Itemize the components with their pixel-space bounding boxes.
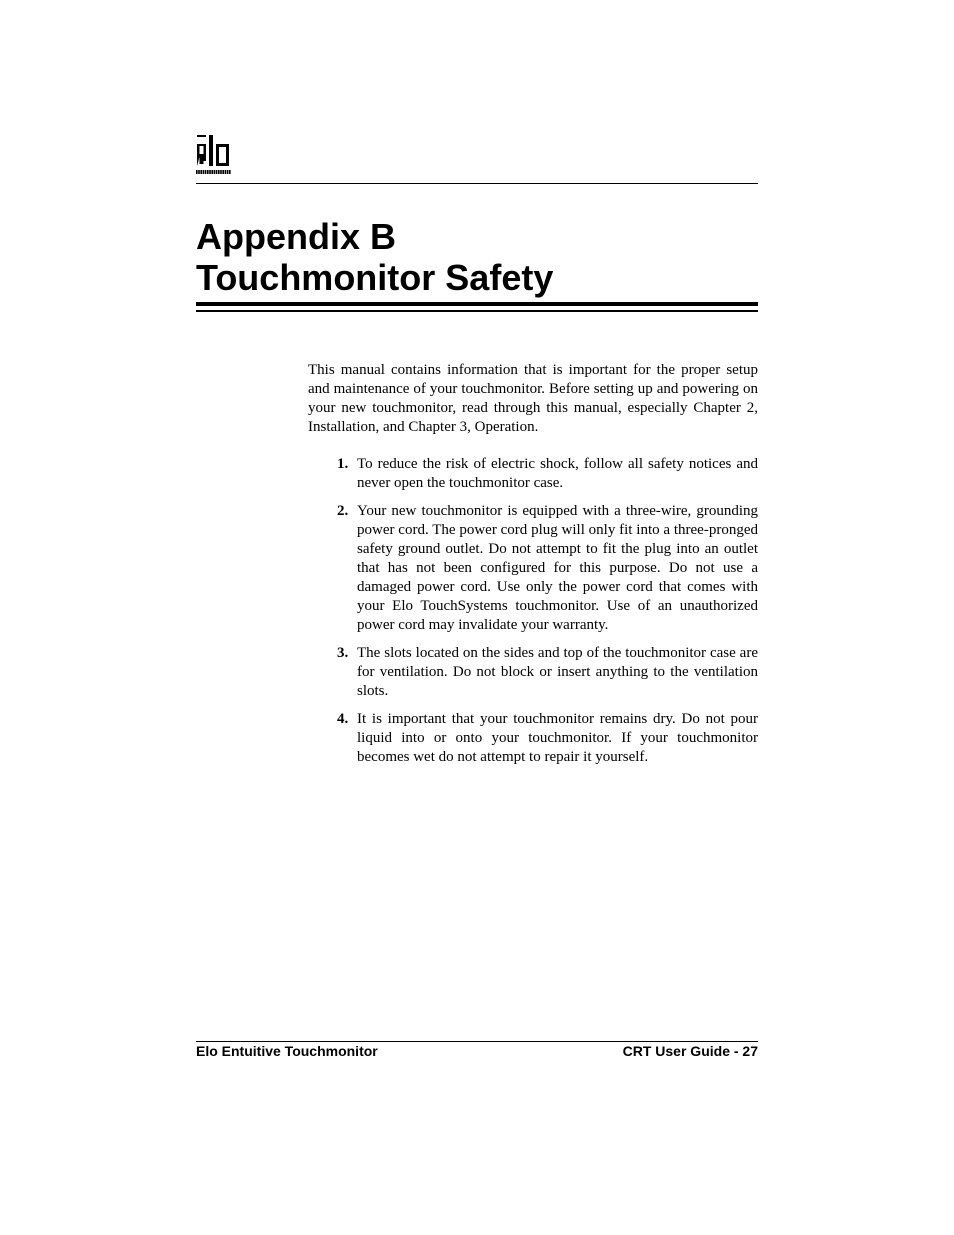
- safety-list: [308, 455, 758, 767]
- title-line-appendix: Appendix B: [196, 216, 397, 257]
- body-text: [308, 361, 758, 776]
- list-item-number: 1.: [337, 456, 349, 472]
- list-item-text: It is important that your touchmonitor remains dry. Do not pour liquid into or onto your touchmonitor. If your touchmonitor becomes wet do not attempt to repair it yourself.: [357, 711, 758, 765]
- title-line-subject: Touchmonitor Safety: [196, 257, 554, 298]
- header-rule: [196, 183, 758, 184]
- list-item-number: 4.: [337, 711, 349, 727]
- list-item: [308, 644, 758, 701]
- title-rule-thin: [196, 310, 758, 312]
- footer-page-number: CRT User Guide - 27: [622, 1043, 758, 1059]
- list-item-text: To reduce the risk of electric shock, follow all safety notices and never open the touchmonitor case.: [357, 456, 758, 491]
- list-item: [308, 455, 758, 493]
- list-item-number: 3.: [337, 645, 349, 661]
- elo-logo-icon: [196, 134, 234, 176]
- list-item-text: The slots located on the sides and top of the touchmonitor case are for ventilation. Do not block or insert anything to the ventilation slots.: [357, 645, 758, 699]
- footer-product-name: Elo Entuitive Touchmonitor: [196, 1043, 378, 1059]
- list-item-number: 2.: [337, 503, 349, 519]
- list-item: [308, 502, 758, 635]
- intro-paragraph: This manual contains information that is important for the proper setup and maintenance of your touchmonitor. Before setting up and powering on your new touchmonitor, read through this manual, especially Chapter 2, Installation, and Chapter 3, Operation.: [308, 362, 758, 435]
- page-title: [196, 216, 758, 298]
- list-item: [308, 710, 758, 767]
- title-rule-thick: [196, 302, 758, 306]
- list-item-text: Your new touchmonitor is equipped with a three-wire, grounding power cord. The power cord plug will only fit into a three-pronged safety ground outlet. Do not attempt to fit the plug into an outlet that has not been configured for this purpose. Do not use a damaged power cord. Use only the power cord that comes with your Elo TouchSystems touchmonitor. Use of an unauthorized power cord may invalidate your warranty.: [357, 503, 758, 633]
